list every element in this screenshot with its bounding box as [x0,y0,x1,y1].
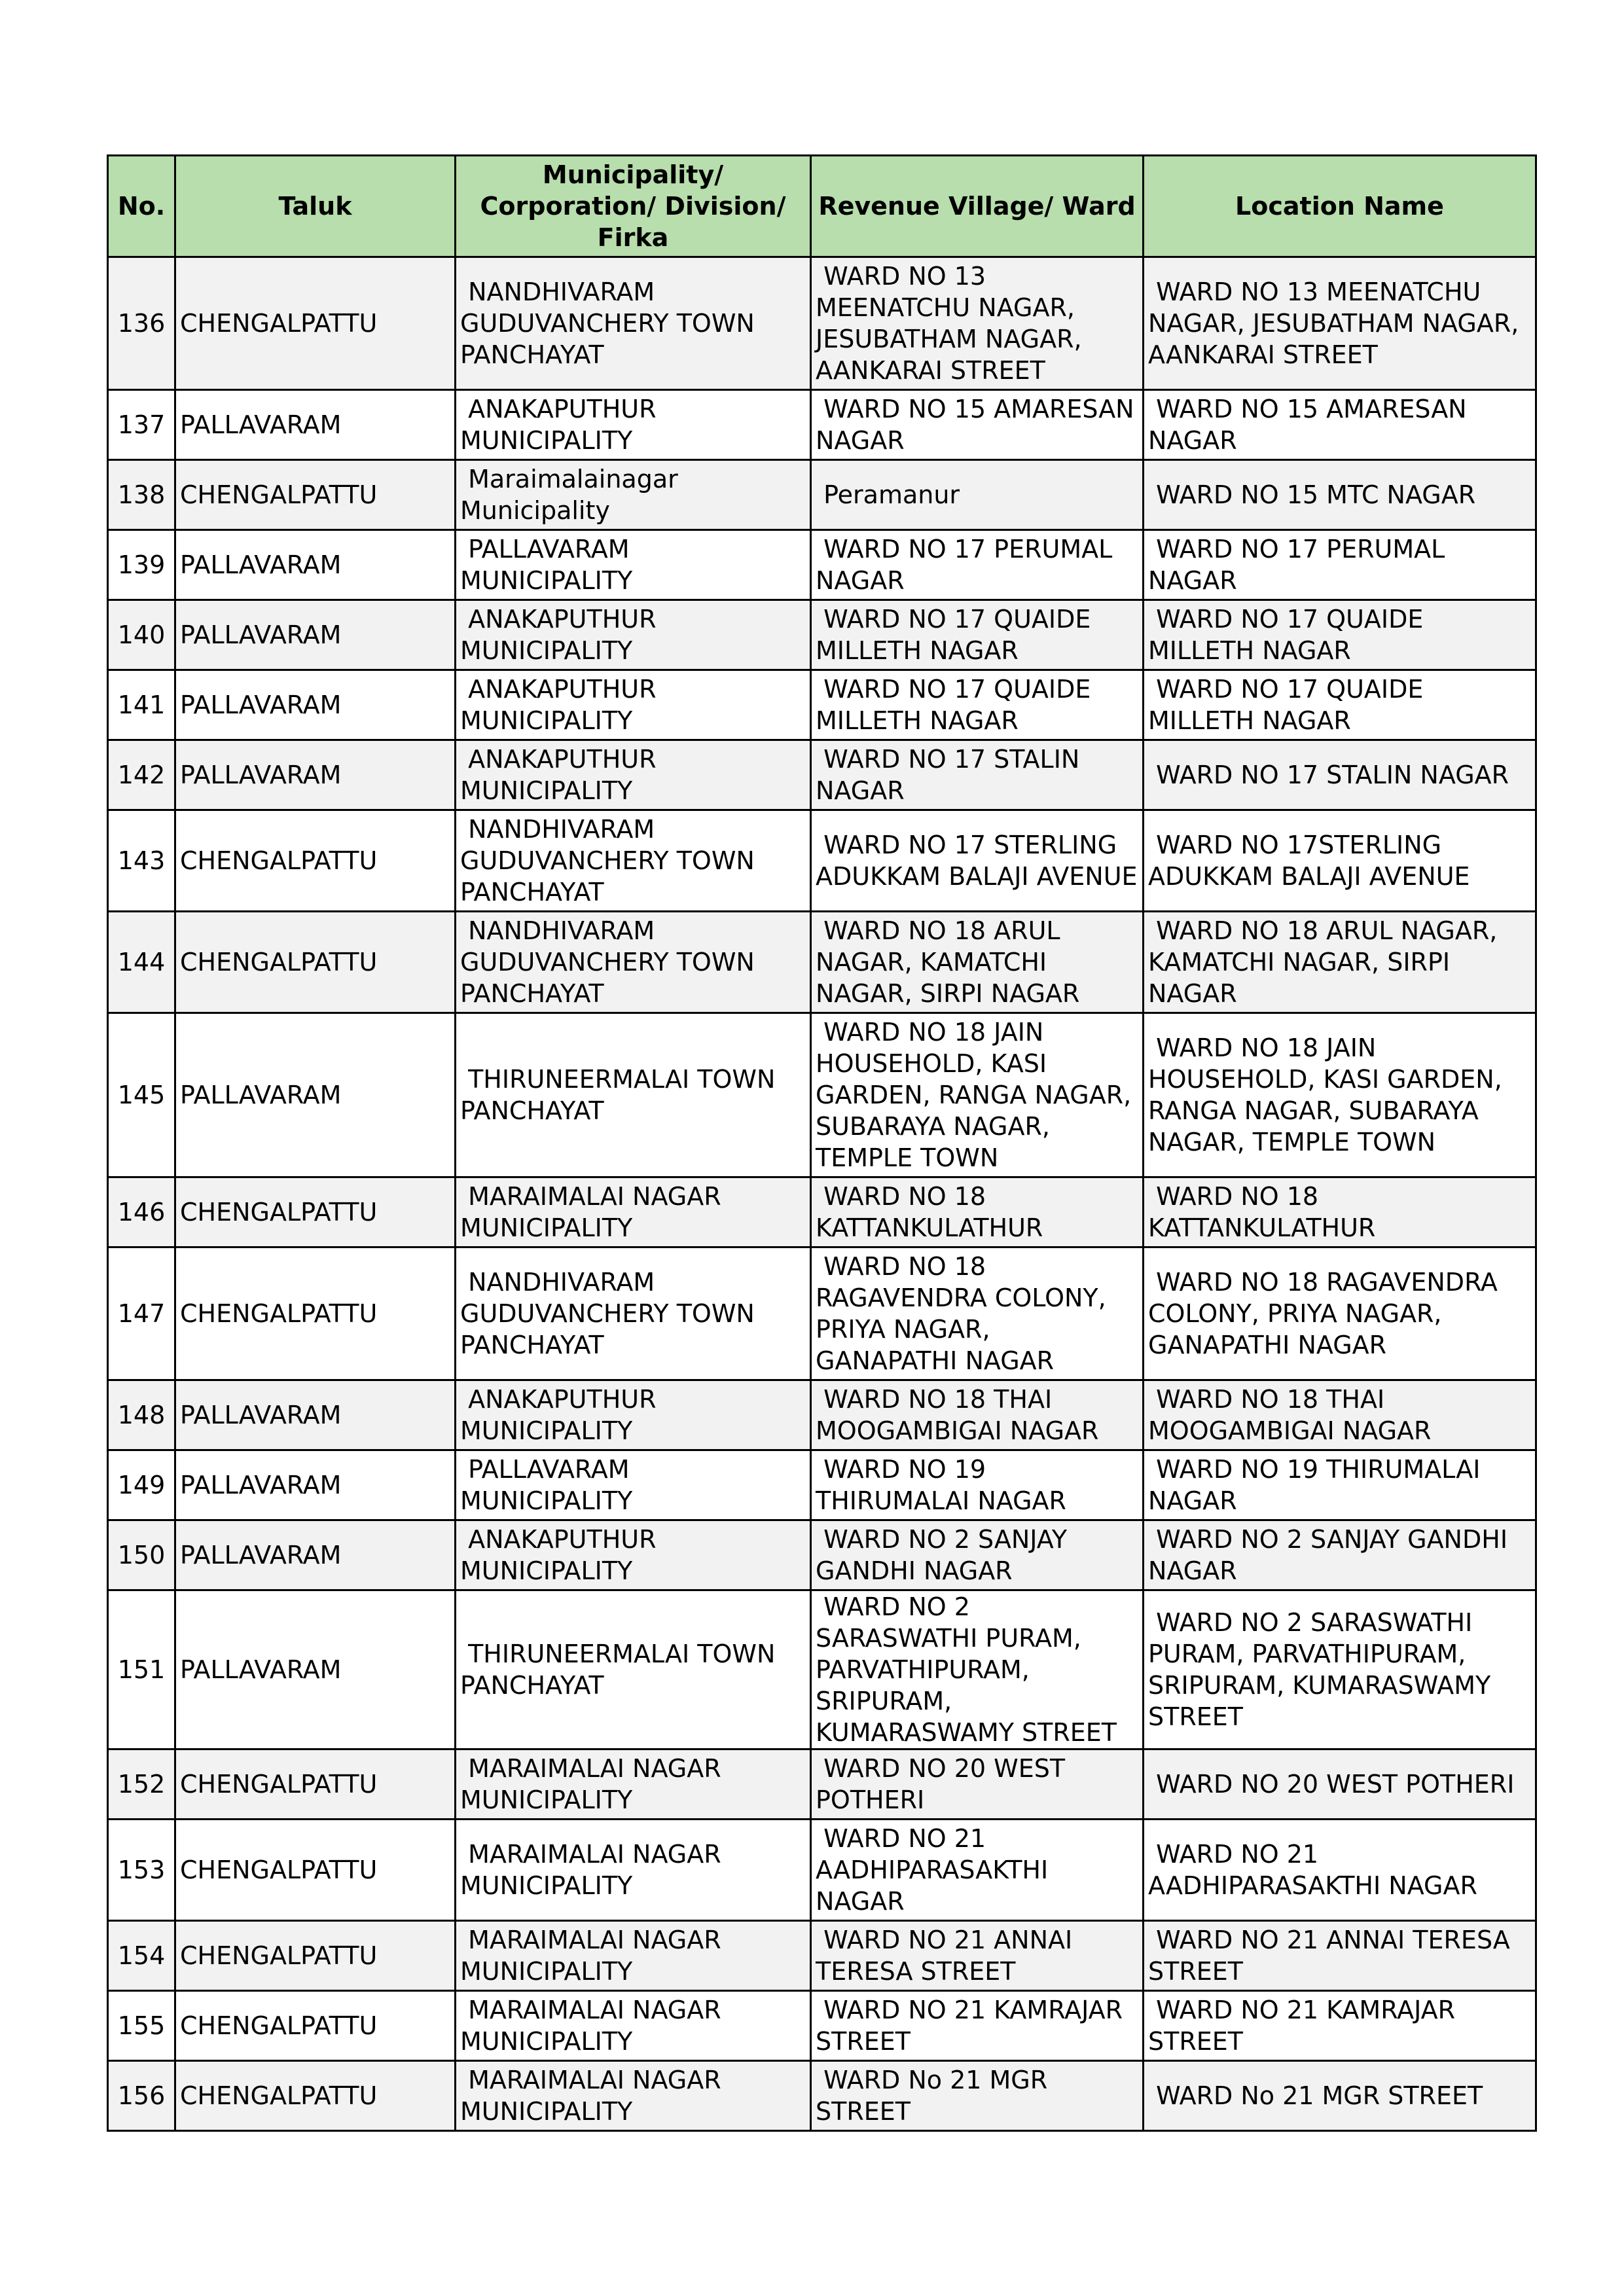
header-no: No. [108,156,175,257]
cell-taluk: CHENGALPATTU [175,257,456,390]
cell-municipality: MARAIMALAI NAGAR MUNICIPALITY [456,1177,811,1247]
cell-taluk: PALLAVARAM [175,1380,456,1450]
table-row [108,740,1536,810]
table-row [108,670,1536,740]
table-row [108,600,1536,670]
cell-no: 141 [108,670,175,740]
cell-no: 142 [108,740,175,810]
cell-taluk: PALLAVARAM [175,530,456,600]
cell-municipality: MARAIMALAI NAGAR MUNICIPALITY [456,1820,811,1921]
cell-no: 152 [108,1749,175,1820]
cell-revenue-village: WARD No 21 MGR STREET [811,2061,1144,2131]
cell-revenue-village: WARD NO 18 ARUL NAGAR, KAMATCHI NAGAR, SIRPI NAGAR [811,912,1144,1013]
cell-taluk: CHENGALPATTU [175,1177,456,1247]
table-row [108,257,1536,390]
table-row [108,530,1536,600]
cell-municipality: MARAIMALAI NAGAR MUNICIPALITY [456,1749,811,1820]
cell-revenue-village: WARD NO 2 SANJAY GANDHI NAGAR [811,1520,1144,1590]
cell-municipality: THIRUNEERMALAI TOWN PANCHAYAT [456,1013,811,1177]
cell-revenue-village: WARD NO 17 PERUMAL NAGAR [811,530,1144,600]
cell-location-name: WARD NO 21 KAMRAJAR STREET [1144,1991,1536,2061]
cell-municipality: NANDHIVARAM GUDUVANCHERY TOWN PANCHAYAT [456,257,811,390]
cell-revenue-village: WARD NO 17 STALIN NAGAR [811,740,1144,810]
cell-no: 156 [108,2061,175,2131]
table-row [108,1013,1536,1177]
cell-no: 153 [108,1820,175,1921]
cell-revenue-village: WARD NO 2 SARASWATHI PURAM, PARVATHIPURAM, SRIPURAM, KUMARASWAMY STREET [811,1590,1144,1749]
cell-no: 140 [108,600,175,670]
cell-revenue-village: WARD NO 18 KATTANKULATHUR [811,1177,1144,1247]
cell-location-name: WARD NO 17 STALIN NAGAR [1144,740,1536,810]
cell-location-name: WARD NO 19 THIRUMALAI NAGAR [1144,1450,1536,1520]
cell-taluk: PALLAVARAM [175,600,456,670]
cell-location-name: WARD NO 2 SANJAY GANDHI NAGAR [1144,1520,1536,1590]
cell-location-name: WARD NO 15 AMARESAN NAGAR [1144,390,1536,460]
cell-revenue-village: WARD NO 17 STERLING ADUKKAM BALAJI AVENUE [811,810,1144,912]
cell-revenue-village: WARD NO 21 AADHIPARASAKTHI NAGAR [811,1820,1144,1921]
cell-location-name: WARD NO 18 JAIN HOUSEHOLD, KASI GARDEN, RANGA NAGAR, SUBARAYA NAGAR, TEMPLE TOWN [1144,1013,1536,1177]
cell-revenue-village: WARD NO 18 THAI MOOGAMBIGAI NAGAR [811,1380,1144,1450]
cell-no: 146 [108,1177,175,1247]
table-row [108,390,1536,460]
table-row [108,1520,1536,1590]
cell-municipality: PALLAVARAM MUNICIPALITY [456,530,811,600]
cell-taluk: CHENGALPATTU [175,810,456,912]
cell-taluk: PALLAVARAM [175,1520,456,1590]
cell-location-name: WARD NO 21 ANNAI TERESA STREET [1144,1921,1536,1991]
cell-taluk: PALLAVARAM [175,1450,456,1520]
cell-location-name: WARD No 21 MGR STREET [1144,2061,1536,2131]
table-row [108,1921,1536,1991]
cell-revenue-village: WARD NO 17 QUAIDE MILLETH NAGAR [811,670,1144,740]
cell-no: 155 [108,1991,175,2061]
header-taluk: Taluk [175,156,456,257]
cell-location-name: WARD NO 15 MTC NAGAR [1144,460,1536,530]
cell-municipality: NANDHIVARAM GUDUVANCHERY TOWN PANCHAYAT [456,1247,811,1380]
header-location-name: Location Name [1144,156,1536,257]
cell-municipality: ANAKAPUTHUR MUNICIPALITY [456,390,811,460]
cell-no: 144 [108,912,175,1013]
cell-location-name: WARD NO 20 WEST POTHERI [1144,1749,1536,1820]
header-revenue-village: Revenue Village/ Ward [811,156,1144,257]
cell-no: 145 [108,1013,175,1177]
cell-municipality: ANAKAPUTHUR MUNICIPALITY [456,600,811,670]
cell-no: 136 [108,257,175,390]
cell-taluk: CHENGALPATTU [175,912,456,1013]
cell-revenue-village: WARD NO 17 QUAIDE MILLETH NAGAR [811,600,1144,670]
table-row [108,912,1536,1013]
cell-taluk: CHENGALPATTU [175,2061,456,2131]
cell-no: 149 [108,1450,175,1520]
cell-municipality: PALLAVARAM MUNICIPALITY [456,1450,811,1520]
cell-taluk: PALLAVARAM [175,390,456,460]
table-row [108,1590,1536,1749]
cell-location-name: WARD NO 2 SARASWATHI PURAM, PARVATHIPURAM, SRIPURAM, KUMARASWAMY STREET [1144,1590,1536,1749]
cell-no: 143 [108,810,175,912]
cell-municipality: ANAKAPUTHUR MUNICIPALITY [456,1380,811,1450]
table-header-row [108,156,1536,257]
cell-no: 150 [108,1520,175,1590]
cell-taluk: CHENGALPATTU [175,1921,456,1991]
table-row [108,460,1536,530]
cell-taluk: CHENGALPATTU [175,1247,456,1380]
cell-revenue-village: Peramanur [811,460,1144,530]
cell-location-name: WARD NO 13 MEENATCHU NAGAR, JESUBATHAM NAGAR, AANKARAI STREET [1144,257,1536,390]
table-row [108,1247,1536,1380]
header-municipality: Municipality/ Corporation/ Division/ Firka [456,156,811,257]
cell-no: 139 [108,530,175,600]
cell-location-name: WARD NO 18 KATTANKULATHUR [1144,1177,1536,1247]
cell-location-name: WARD NO 21 AADHIPARASAKTHI NAGAR [1144,1820,1536,1921]
cell-location-name: WARD NO 17 PERUMAL NAGAR [1144,530,1536,600]
cell-taluk: CHENGALPATTU [175,460,456,530]
cell-revenue-village: WARD NO 18 JAIN HOUSEHOLD, KASI GARDEN, RANGA NAGAR, SUBARAYA NAGAR, TEMPLE TOWN [811,1013,1144,1177]
table-body [108,257,1536,2131]
cell-location-name: WARD NO 17STERLING ADUKKAM BALAJI AVENUE [1144,810,1536,912]
cell-municipality: ANAKAPUTHUR MUNICIPALITY [456,740,811,810]
cell-revenue-village: WARD NO 15 AMARESAN NAGAR [811,390,1144,460]
cell-municipality: Maraimalainagar Municipality [456,460,811,530]
cell-taluk: CHENGALPATTU [175,1820,456,1921]
cell-taluk: PALLAVARAM [175,1590,456,1749]
cell-municipality: ANAKAPUTHUR MUNICIPALITY [456,1520,811,1590]
cell-revenue-village: WARD NO 18 RAGAVENDRA COLONY, PRIYA NAGAR, GANAPATHI NAGAR [811,1247,1144,1380]
cell-revenue-village: WARD NO 19 THIRUMALAI NAGAR [811,1450,1144,1520]
cell-taluk: CHENGALPATTU [175,1991,456,2061]
cell-revenue-village: WARD NO 21 ANNAI TERESA STREET [811,1921,1144,1991]
table-row [108,2061,1536,2131]
cell-location-name: WARD NO 17 QUAIDE MILLETH NAGAR [1144,600,1536,670]
cell-taluk: PALLAVARAM [175,740,456,810]
cell-no: 137 [108,390,175,460]
cell-municipality: THIRUNEERMALAI TOWN PANCHAYAT [456,1590,811,1749]
table-row [108,1991,1536,2061]
cell-location-name: WARD NO 18 RAGAVENDRA COLONY, PRIYA NAGAR, GANAPATHI NAGAR [1144,1247,1536,1380]
cell-no: 154 [108,1921,175,1991]
cell-location-name: WARD NO 18 ARUL NAGAR, KAMATCHI NAGAR, SIRPI NAGAR [1144,912,1536,1013]
cell-municipality: ANAKAPUTHUR MUNICIPALITY [456,670,811,740]
table-row [108,1820,1536,1921]
cell-no: 151 [108,1590,175,1749]
cell-no: 148 [108,1380,175,1450]
location-table [107,154,1537,2132]
table-row [108,810,1536,912]
table-row [108,1450,1536,1520]
cell-municipality: MARAIMALAI NAGAR MUNICIPALITY [456,1921,811,1991]
cell-revenue-village: WARD NO 21 KAMRAJAR STREET [811,1991,1144,2061]
cell-no: 147 [108,1247,175,1380]
cell-taluk: CHENGALPATTU [175,1749,456,1820]
cell-municipality: NANDHIVARAM GUDUVANCHERY TOWN PANCHAYAT [456,810,811,912]
cell-revenue-village: WARD NO 13 MEENATCHU NAGAR, JESUBATHAM NAGAR, AANKARAI STREET [811,257,1144,390]
cell-no: 138 [108,460,175,530]
cell-municipality: NANDHIVARAM GUDUVANCHERY TOWN PANCHAYAT [456,912,811,1013]
cell-municipality: MARAIMALAI NAGAR MUNICIPALITY [456,2061,811,2131]
cell-taluk: PALLAVARAM [175,670,456,740]
cell-location-name: WARD NO 18 THAI MOOGAMBIGAI NAGAR [1144,1380,1536,1450]
cell-location-name: WARD NO 17 QUAIDE MILLETH NAGAR [1144,670,1536,740]
cell-revenue-village: WARD NO 20 WEST POTHERI [811,1749,1144,1820]
cell-municipality: MARAIMALAI NAGAR MUNICIPALITY [456,1991,811,2061]
table-row [108,1749,1536,1820]
table-row [108,1177,1536,1247]
table-row [108,1380,1536,1450]
cell-taluk: PALLAVARAM [175,1013,456,1177]
